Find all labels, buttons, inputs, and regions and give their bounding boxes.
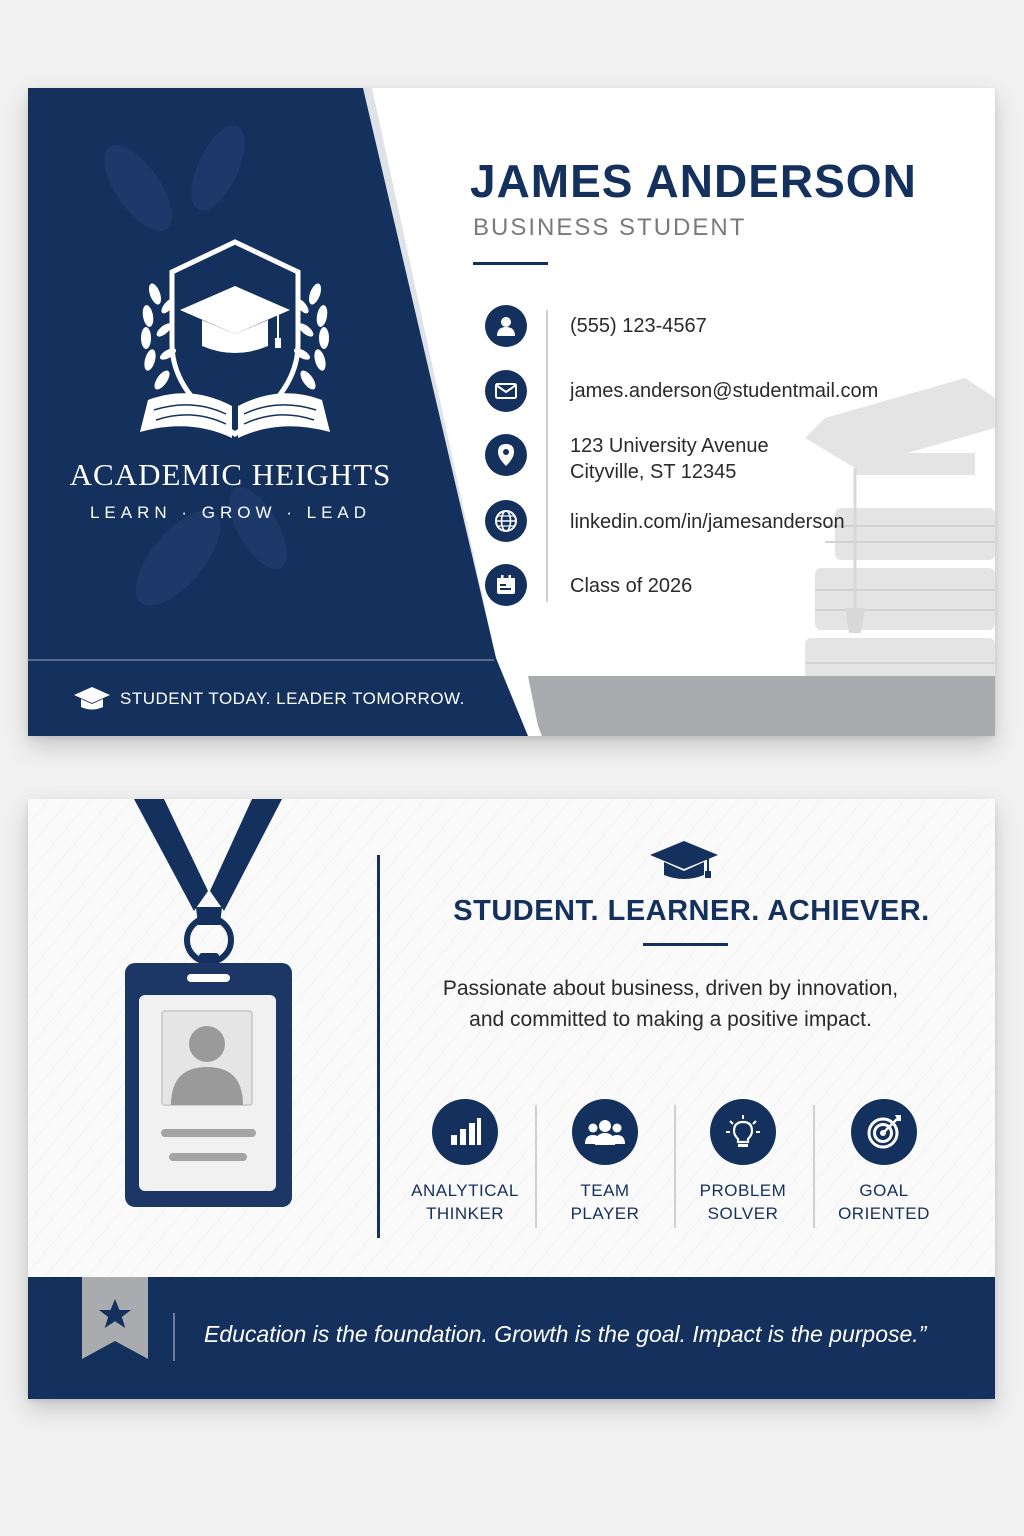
person-name: JAMES ANDERSON bbox=[470, 155, 917, 207]
calendar-icon bbox=[485, 564, 527, 606]
trait-goal-oriented bbox=[815, 1099, 953, 1225]
lightbulb-icon bbox=[710, 1099, 776, 1165]
star-ribbon-icon bbox=[82, 1277, 148, 1359]
target-icon bbox=[851, 1099, 917, 1165]
contact-phone[interactable]: (555) 123-4567 bbox=[570, 315, 707, 337]
trait-team-player bbox=[536, 1099, 674, 1225]
contact-address-line1: 123 University Avenue bbox=[570, 435, 769, 457]
trait-label: PROBLEM SOLVER bbox=[699, 1181, 787, 1223]
contact-address-line2: Cityville, ST 12345 bbox=[570, 461, 737, 483]
contact-linkedin[interactable]: linkedin.com/in/jamesanderson bbox=[570, 511, 845, 533]
globe-icon bbox=[485, 500, 527, 542]
business-card-front bbox=[28, 88, 995, 736]
graduation-cap-icon bbox=[72, 684, 112, 714]
quote-divider bbox=[173, 1313, 175, 1361]
envelope-icon bbox=[485, 370, 527, 412]
person-title: BUSINESS STUDENT bbox=[473, 214, 747, 241]
business-card-back bbox=[28, 799, 995, 1399]
school-name: ACADEMIC HEIGHTS bbox=[69, 457, 392, 492]
trait-label: ANALYTICAL THINKER bbox=[411, 1181, 519, 1223]
slogan: STUDENT. LEARNER. ACHIEVER. bbox=[453, 895, 930, 927]
contact-email[interactable]: james.anderson@studentmail.com bbox=[570, 380, 879, 402]
lanyard-id-badge-icon bbox=[28, 799, 328, 1219]
trait-problem-solver bbox=[674, 1099, 812, 1225]
school-emblem-icon bbox=[110, 234, 360, 444]
contact-divider bbox=[546, 310, 548, 602]
title-underline bbox=[473, 262, 548, 265]
trait-label: TEAM PLAYER bbox=[570, 1181, 640, 1223]
footer-motto: STUDENT TODAY. LEADER TOMORROW. bbox=[120, 689, 465, 708]
trait-label: GOAL ORIENTED bbox=[838, 1181, 930, 1223]
bar-chart-icon bbox=[432, 1099, 498, 1165]
graduation-cap-icon bbox=[648, 837, 720, 883]
back-divider bbox=[377, 855, 380, 1238]
contact-class-year: Class of 2026 bbox=[570, 575, 693, 597]
quote-text: Education is the foundation. Growth is the goal. Impact is the purpose.” bbox=[204, 1321, 927, 1347]
slogan-underline bbox=[643, 943, 728, 946]
team-icon bbox=[572, 1099, 638, 1165]
location-pin-icon bbox=[485, 434, 527, 476]
trait-analytical-thinker bbox=[396, 1099, 534, 1225]
school-tagline: LEARN · GROW · LEAD bbox=[89, 503, 372, 522]
bio-text: Passionate about business, driven by innovation, and committed to making a positive impact. bbox=[442, 977, 899, 1031]
person-icon bbox=[485, 305, 527, 347]
